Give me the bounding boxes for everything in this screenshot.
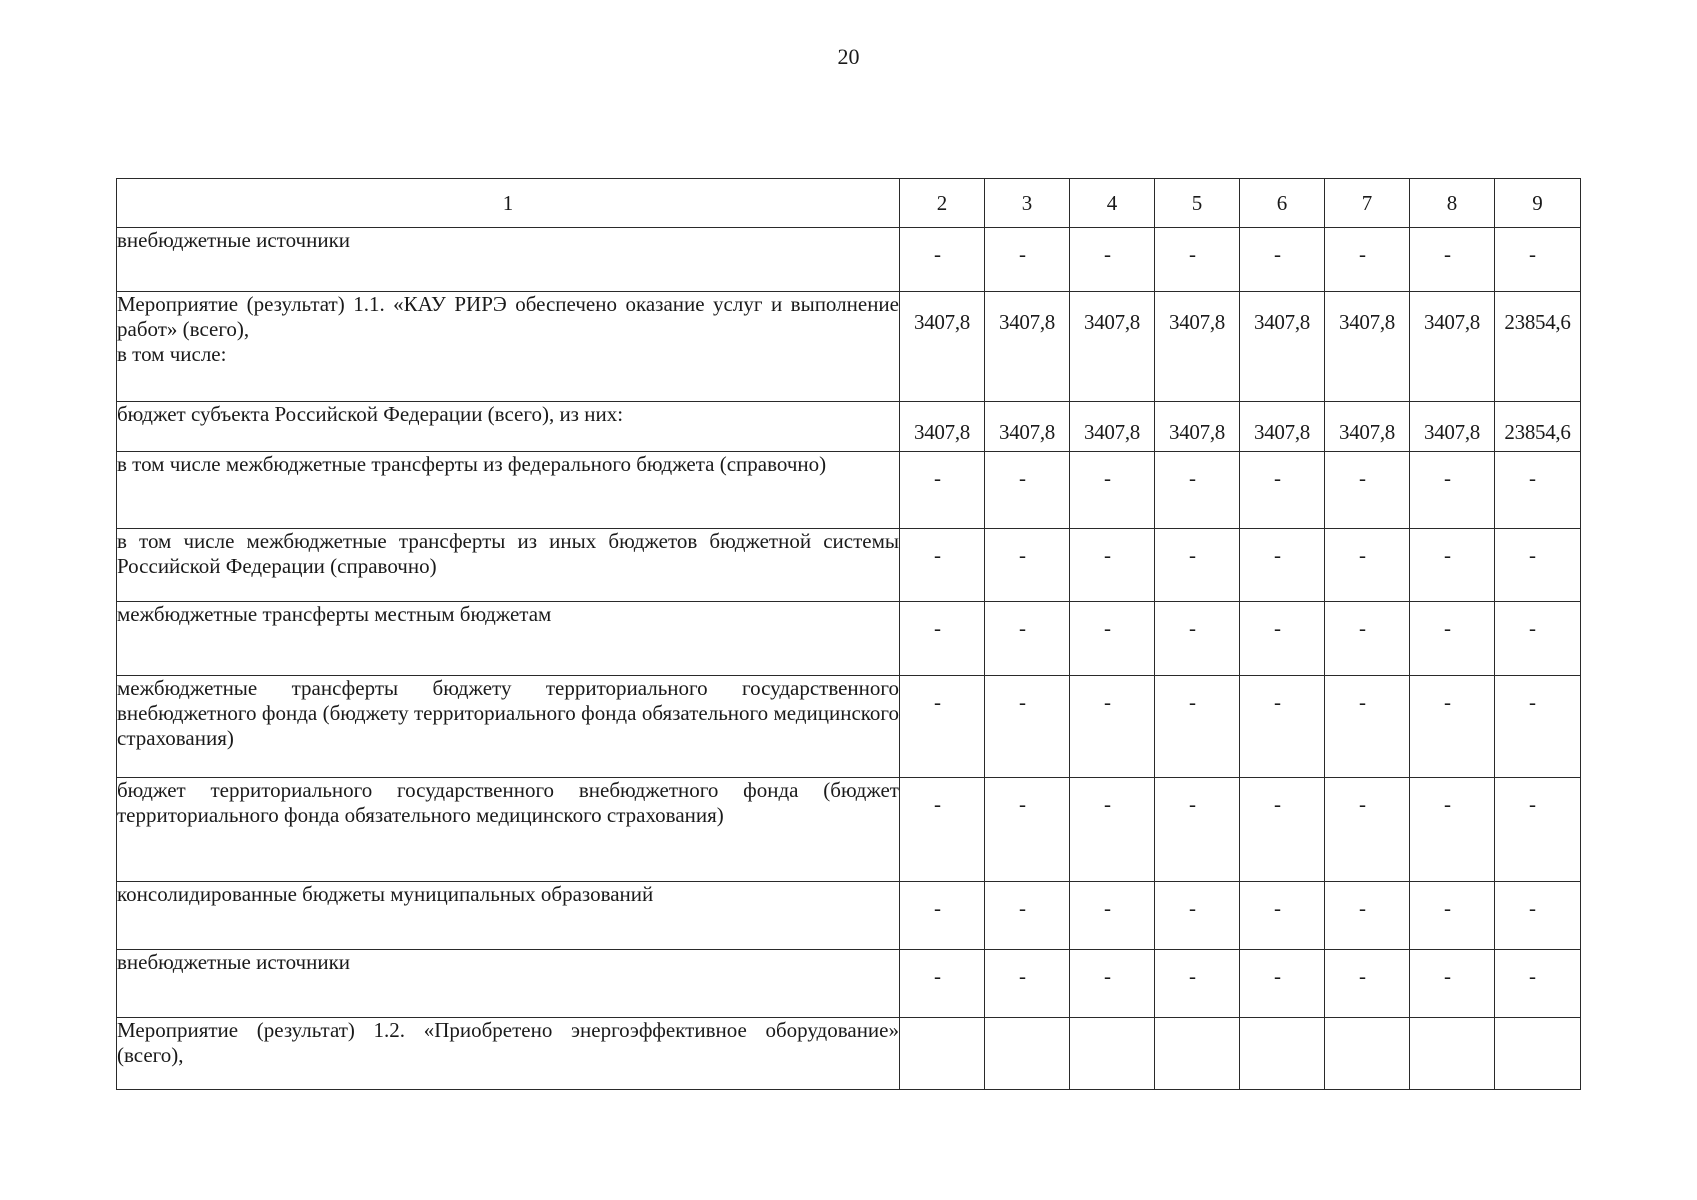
row-value: 3407,8 (1070, 402, 1155, 452)
row-value: 3407,8 (900, 292, 985, 402)
row-value: - (1495, 778, 1581, 882)
row-value: 23854,6 (1495, 402, 1581, 452)
column-header: 9 (1495, 179, 1581, 228)
row-value: 3407,8 (985, 292, 1070, 402)
row-label: межбюджетные трансферты бюджету территориального государственного внебюджетного фонда (бюджету территориального фонда обязательного медицинского страхования) (117, 676, 900, 778)
row-label: Мероприятие (результат) 1.2. «Приобретено энергоэффективное оборудование» (всего), (117, 1018, 900, 1090)
row-value: 3407,8 (985, 402, 1070, 452)
row-value: - (1070, 452, 1155, 529)
row-value: - (1410, 452, 1495, 529)
row-value: - (985, 778, 1070, 882)
table-row (117, 602, 1581, 676)
table-row (117, 228, 1581, 292)
row-value (1495, 1018, 1581, 1090)
row-value: - (1240, 778, 1325, 882)
column-header: 2 (900, 179, 985, 228)
row-value: - (1070, 676, 1155, 778)
row-value: - (900, 676, 985, 778)
row-value (1325, 1018, 1410, 1090)
row-value: - (1155, 676, 1240, 778)
row-value: - (1070, 602, 1155, 676)
row-value: - (1495, 602, 1581, 676)
row-label: в том числе межбюджетные трансферты из федерального бюджета (справочно) (117, 452, 900, 529)
row-value: - (1325, 950, 1410, 1018)
row-value: - (985, 529, 1070, 602)
row-label: бюджет субъекта Российской Федерации (всего), из них: (117, 402, 900, 452)
table-row (117, 402, 1581, 452)
row-value: - (1240, 950, 1325, 1018)
row-value (900, 1018, 985, 1090)
column-header: 8 (1410, 179, 1495, 228)
row-value: - (1240, 602, 1325, 676)
table-row (117, 950, 1581, 1018)
row-value: - (985, 950, 1070, 1018)
row-value: - (1070, 778, 1155, 882)
row-value: 3407,8 (1070, 292, 1155, 402)
row-value: - (900, 950, 985, 1018)
row-value: 3407,8 (1325, 292, 1410, 402)
row-value (1155, 1018, 1240, 1090)
row-value (1410, 1018, 1495, 1090)
row-label: в том числе межбюджетные трансферты из иных бюджетов бюджетной системы Российской Федерации (справочно) (117, 529, 900, 602)
row-value: - (985, 452, 1070, 529)
row-value: - (1155, 778, 1240, 882)
row-label: бюджет территориального государственного внебюджетного фонда (бюджет территориального фонда обязательного медицинского страхования) (117, 778, 900, 882)
row-value: - (1410, 882, 1495, 950)
row-label: межбюджетные трансферты местным бюджетам (117, 602, 900, 676)
row-value: - (1240, 529, 1325, 602)
row-value: - (1155, 882, 1240, 950)
table-row (117, 452, 1581, 529)
row-value: 3407,8 (1155, 292, 1240, 402)
row-value: - (1325, 602, 1410, 676)
column-header: 3 (985, 179, 1070, 228)
row-value: - (1495, 529, 1581, 602)
row-value: - (1495, 950, 1581, 1018)
row-value: - (900, 452, 985, 529)
row-value: - (985, 882, 1070, 950)
table-row (117, 882, 1581, 950)
row-value: - (1240, 228, 1325, 292)
row-value: - (1495, 452, 1581, 529)
row-value: - (1495, 228, 1581, 292)
row-value: 3407,8 (1155, 402, 1240, 452)
row-value: - (1240, 676, 1325, 778)
table-row (117, 1018, 1581, 1090)
column-header: 1 (117, 179, 900, 228)
row-value: - (1325, 676, 1410, 778)
row-label: внебюджетные источники (117, 228, 900, 292)
row-value: 3407,8 (1240, 292, 1325, 402)
row-value: - (900, 529, 985, 602)
row-value: - (1410, 676, 1495, 778)
row-value (1070, 1018, 1155, 1090)
row-value: - (1070, 529, 1155, 602)
column-header: 7 (1325, 179, 1410, 228)
row-value: 3407,8 (1410, 402, 1495, 452)
row-value: - (900, 882, 985, 950)
table-row (117, 292, 1581, 402)
page-number: 20 (837, 44, 860, 69)
row-value: - (1155, 228, 1240, 292)
column-header: 4 (1070, 179, 1155, 228)
row-label: внебюджетные источники (117, 950, 900, 1018)
row-value: - (1410, 602, 1495, 676)
row-value: - (1070, 882, 1155, 950)
row-value: 3407,8 (1240, 402, 1325, 452)
row-value: - (1410, 529, 1495, 602)
column-header: 5 (1155, 179, 1240, 228)
row-value: - (1410, 228, 1495, 292)
row-value: - (1325, 778, 1410, 882)
row-label: консолидированные бюджеты муниципальных образований (117, 882, 900, 950)
row-value: - (1325, 228, 1410, 292)
row-value: - (1410, 778, 1495, 882)
row-value: - (1410, 950, 1495, 1018)
row-value: - (1070, 950, 1155, 1018)
row-value: - (900, 778, 985, 882)
row-value: - (1495, 882, 1581, 950)
row-value: - (1325, 452, 1410, 529)
row-value (1240, 1018, 1325, 1090)
table-row (117, 778, 1581, 882)
row-value: 3407,8 (900, 402, 985, 452)
row-value: - (1155, 950, 1240, 1018)
row-value (985, 1018, 1070, 1090)
row-value: 23854,6 (1495, 292, 1581, 402)
row-value: - (1240, 452, 1325, 529)
budget-table (116, 178, 1581, 1090)
table-body (117, 228, 1581, 1090)
row-label: Мероприятие (результат) 1.1. «КАУ РИРЭ обеспечено оказание услуг и выполнение работ» (всего), в том числе: (117, 292, 900, 402)
table-row (117, 529, 1581, 602)
row-value: - (1325, 882, 1410, 950)
row-value: - (1325, 529, 1410, 602)
row-value: - (985, 228, 1070, 292)
row-value: - (1495, 676, 1581, 778)
row-value: - (1070, 228, 1155, 292)
row-value: - (985, 602, 1070, 676)
row-value: - (1155, 529, 1240, 602)
row-value: - (985, 676, 1070, 778)
column-header: 6 (1240, 179, 1325, 228)
table-row (117, 676, 1581, 778)
row-value: - (1240, 882, 1325, 950)
row-value: 3407,8 (1325, 402, 1410, 452)
row-value: - (900, 228, 985, 292)
row-value: - (1155, 452, 1240, 529)
header-row (117, 179, 1581, 228)
row-value: 3407,8 (1410, 292, 1495, 402)
row-value: - (900, 602, 985, 676)
row-value: - (1155, 602, 1240, 676)
